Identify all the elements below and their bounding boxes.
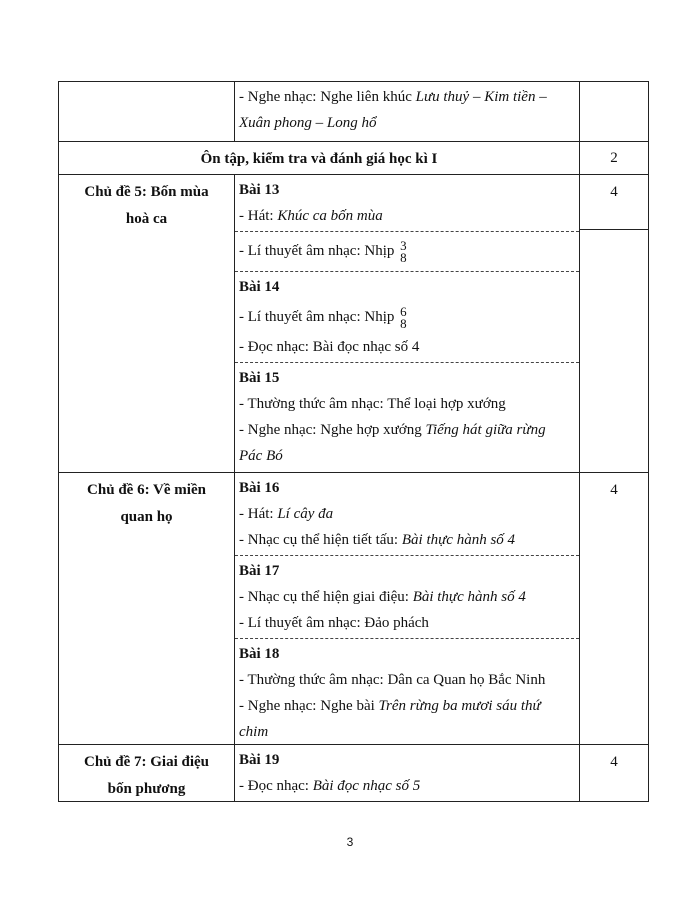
lesson-block [235, 231, 579, 271]
content-line: - Hát: Lí cây đa [239, 506, 334, 522]
content-line: - Đọc nhạc: Bài đọc nhạc số 5 [239, 778, 421, 794]
content-line: - Đọc nhạc: Bài đọc nhạc số 4 [239, 339, 420, 355]
topic-cell: Chủ đề 5: Bốn mùa hoà ca [59, 175, 235, 472]
content-line: - Nghe nhạc: Nghe hợp xướng Tiếng hát giữa rừng [239, 422, 546, 438]
topic-cell [59, 82, 235, 141]
periods-cell [580, 82, 648, 141]
content-line: - Lí thuyết âm nhạc: Đảo phách [239, 615, 429, 631]
lesson-block [235, 473, 579, 555]
review-title: Ôn tập, kiểm tra và đánh giá học kì I [59, 142, 580, 174]
content-line: - Nghe nhạc: Nghe bài Trên rừng ba mươi sáu thứ [239, 698, 541, 714]
lesson-title: Bài 13 [239, 182, 280, 198]
content-line: - Nhạc cụ thể hiện giai điệu: Bài thực hành số 4 [239, 589, 526, 605]
lesson-block [235, 555, 579, 638]
lesson-title: Bài 14 [239, 279, 280, 295]
lesson-title: Bài 19 [239, 752, 280, 768]
lesson-title: Bài 16 [239, 480, 280, 496]
lesson-block [235, 745, 579, 801]
lesson-block [235, 82, 579, 138]
content-line: - Lí thuyết âm nhạc: Nhịp 6 8 [239, 303, 407, 331]
lesson-title: Bài 17 [239, 563, 280, 579]
content-line: - Nghe nhạc: Nghe liên khúc Lưu thuỷ – Kim tiền – [239, 89, 547, 105]
time-signature: 3 8 [400, 237, 407, 265]
lesson-block [235, 175, 579, 231]
table-row [58, 141, 649, 174]
content-line: - Nhạc cụ thể hiện tiết tấu: Bài thực hành số 4 [239, 532, 516, 548]
content-line: - Thường thức âm nhạc: Dân ca Quan họ Bắc Ninh [239, 672, 546, 688]
table-row [58, 472, 649, 744]
content-line: - Thường thức âm nhạc: Thể loại hợp xướng [239, 396, 506, 412]
content-cell [235, 175, 580, 472]
topic-cell: Chủ đề 6: Về miền quan họ [59, 473, 235, 744]
topic-cell: Chủ đề 7: Giai điệu bốn phương [59, 745, 235, 801]
content-line: - Hát: Khúc ca bốn mùa [239, 208, 383, 224]
lesson-block [235, 362, 579, 471]
time-signature: 6 8 [400, 303, 407, 331]
lesson-block [235, 271, 579, 362]
lesson-title: Bài 18 [239, 646, 280, 662]
table-row [58, 744, 649, 802]
periods-cell: 4 [610, 482, 618, 498]
curriculum-table [58, 81, 649, 802]
page-number: 3 [346, 835, 354, 849]
lesson-block [235, 638, 579, 747]
content-cell [235, 473, 580, 744]
content-line: - Lí thuyết âm nhạc: Nhịp 3 8 [239, 237, 407, 265]
periods-cell: 2 [610, 150, 618, 166]
periods-cell: 4 [610, 754, 618, 770]
periods-cell: 4 [580, 175, 648, 472]
content-cell [235, 745, 580, 801]
table-row [58, 81, 649, 141]
table-row [58, 174, 649, 472]
content-cell [235, 82, 580, 141]
content-line: Pác Bó [239, 448, 283, 464]
lesson-title: Bài 15 [239, 370, 280, 386]
content-line: Xuân phong – Long hổ [239, 115, 377, 131]
content-line: chim [239, 724, 269, 740]
